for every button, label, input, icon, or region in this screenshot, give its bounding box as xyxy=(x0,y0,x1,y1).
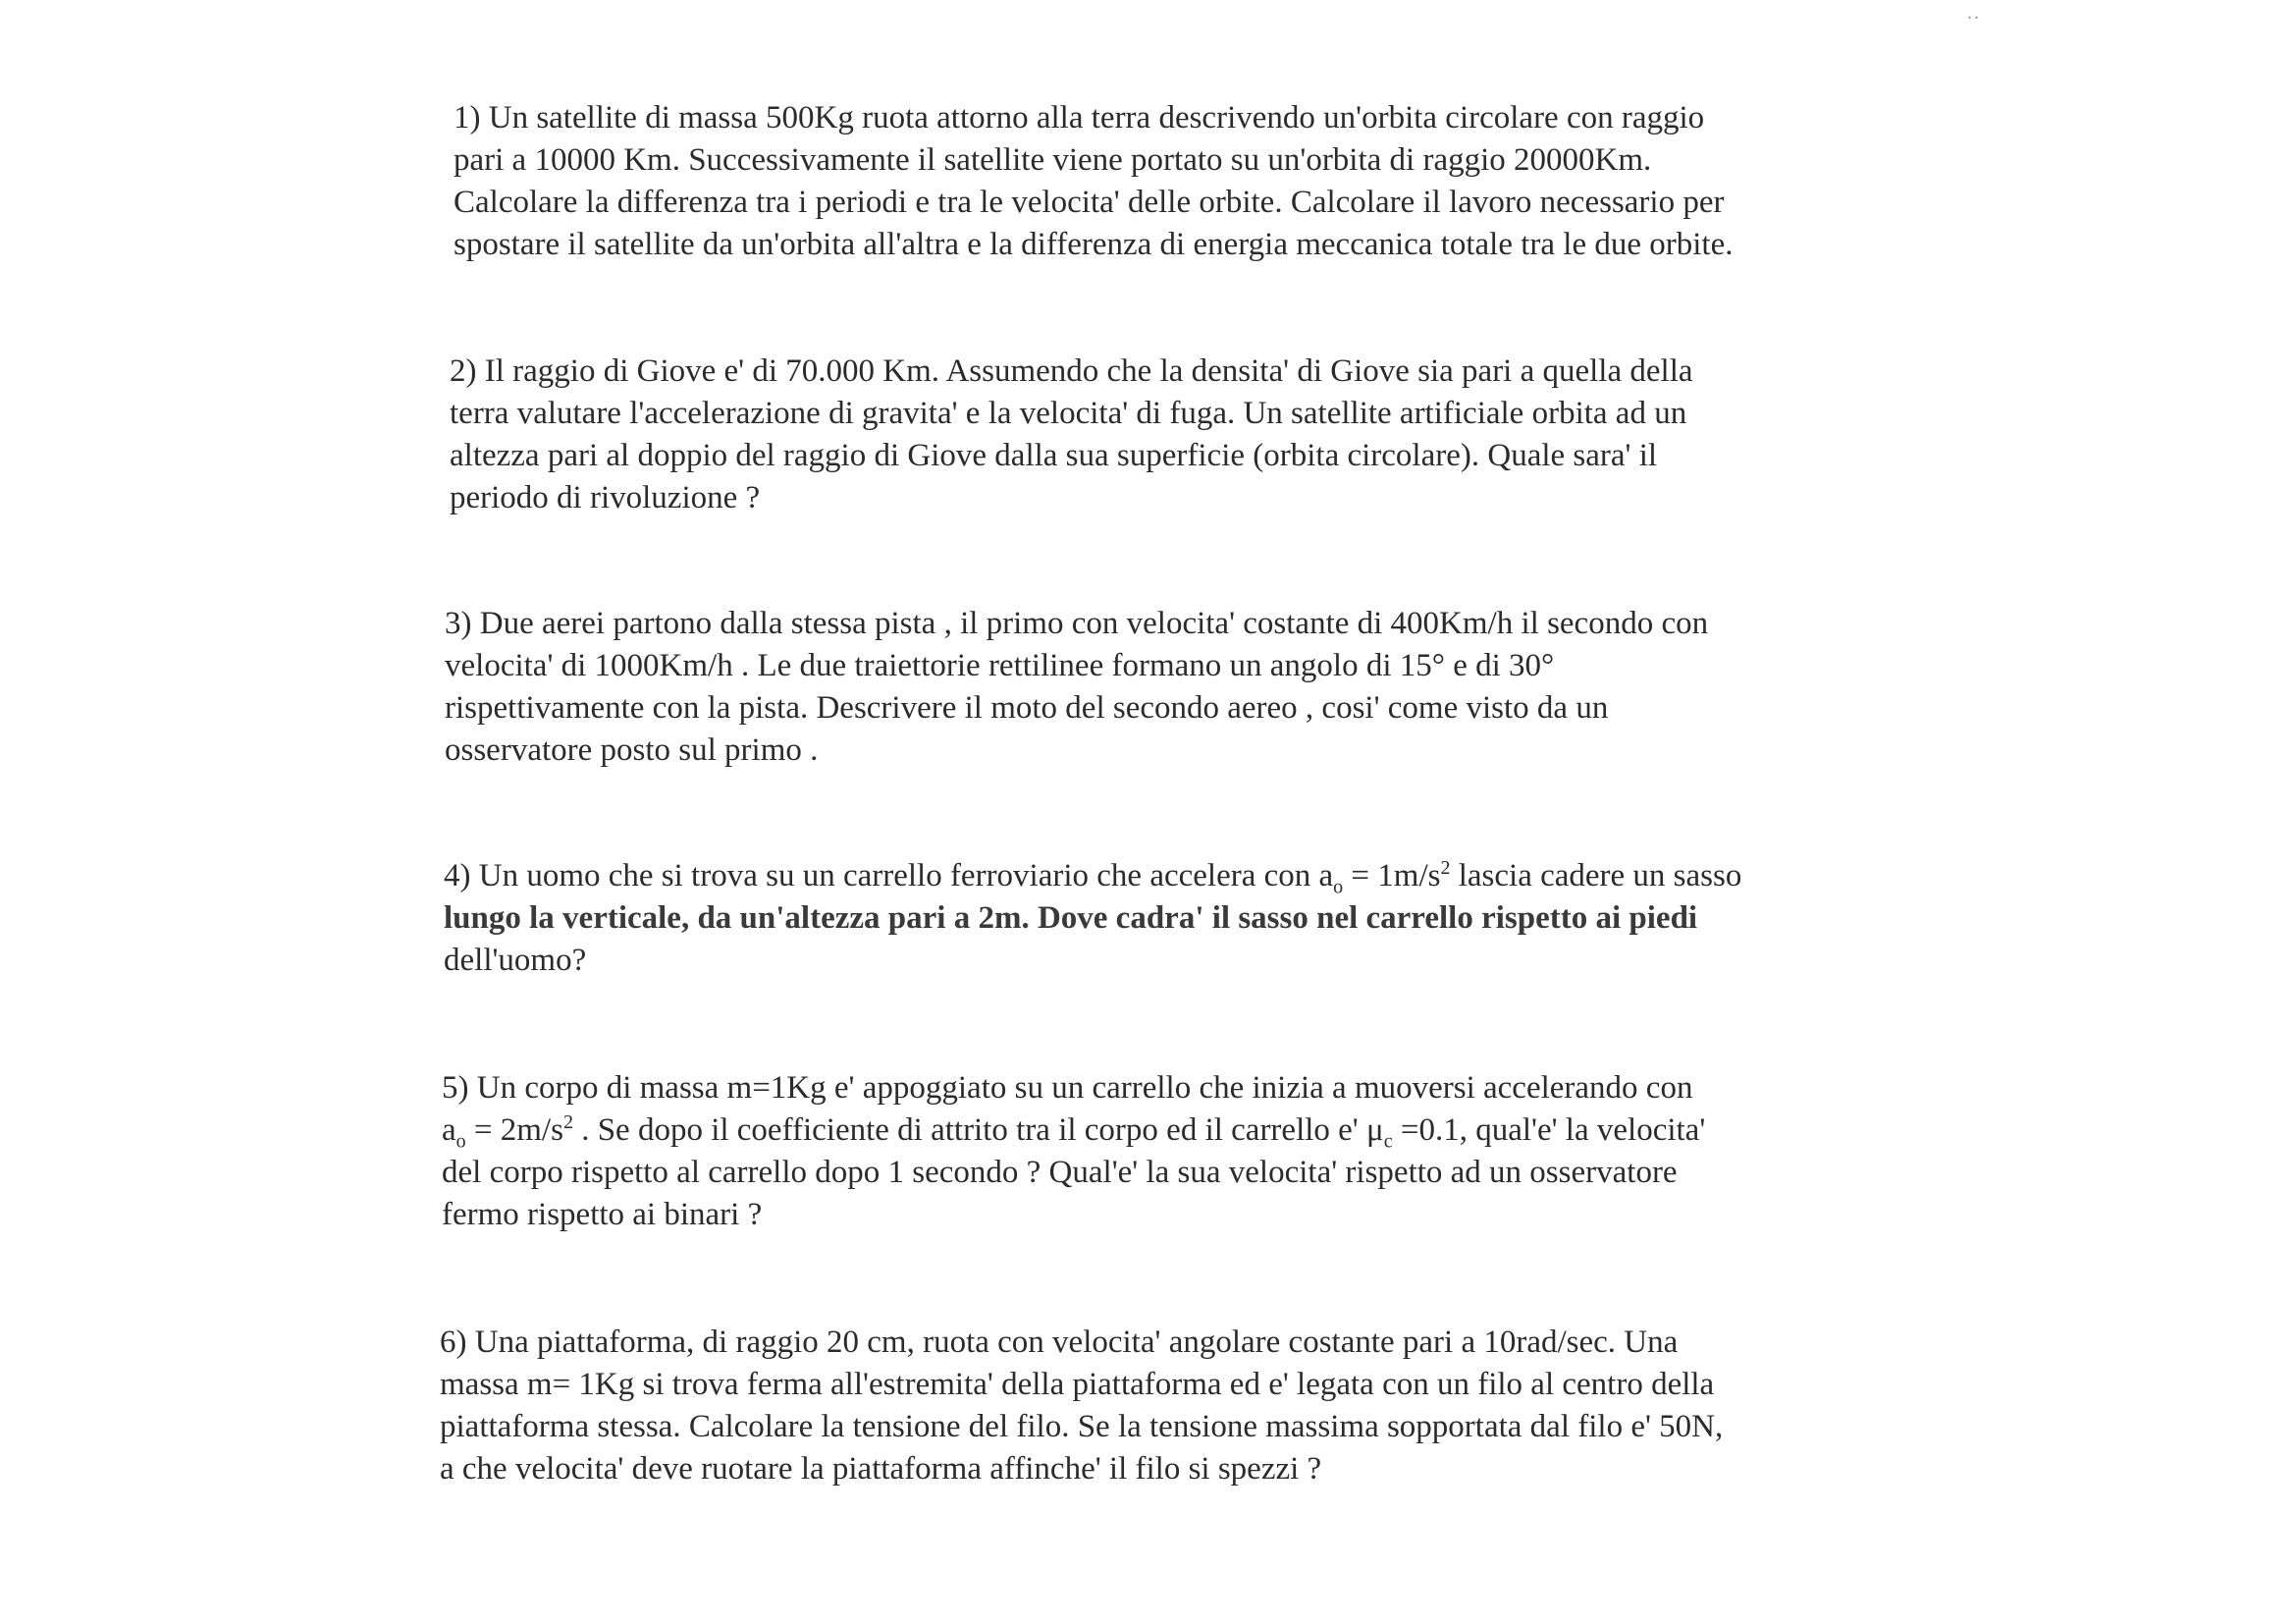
problem-2-line: periodo di rivoluzione ? xyxy=(450,480,761,515)
problem-4-text: lascia cadere un sasso xyxy=(1450,858,1742,893)
problem-2-line: terra valutare l'accelerazione di gravita' e la velocita' di fuga. Un satellite artificiale orbita ad un xyxy=(450,396,1687,431)
problem-6-line: piattaforma stessa. Calcolare la tensione del filo. Se la tensione massima sopportata dal filo e' 50N, xyxy=(440,1409,1724,1444)
problem-4-line xyxy=(444,855,1741,897)
problem-2 xyxy=(450,351,1693,519)
corner-mark: .. xyxy=(1967,2,1981,24)
problem-2-line: altezza pari al doppio del raggio di Giove dalla sua superficie (orbita circolare). Quale sara' il xyxy=(450,438,1658,473)
problem-3-line: velocita' di 1000Km/h . Le due traiettorie rettilinee formano un angolo di 15° e di 30° xyxy=(445,648,1555,683)
problem-5 xyxy=(442,1067,1705,1236)
problem-4 xyxy=(444,855,1741,982)
problem-5-text: = 2m/s xyxy=(465,1112,563,1148)
problem-3 xyxy=(445,603,1708,772)
problem-2-line: 2) Il raggio di Giove e' di 70.000 Km. Assumendo che la densita' di Giove sia pari a quella della xyxy=(450,353,1693,389)
superscript: 2 xyxy=(562,1111,573,1133)
problem-1-line: pari a 10000 Km. Successivamente il satellite viene portato su un'orbita di raggio 20000Km. xyxy=(454,142,1652,178)
problem-5-line xyxy=(442,1109,1705,1152)
problem-6-line: a che velocita' deve ruotare la piattaforma affinche' il filo si spezzi ? xyxy=(440,1451,1322,1487)
problem-5-text: . Se dopo il coefficiente di attrito tra il corpo ed il carrello e' μ xyxy=(572,1112,1384,1148)
superscript: 2 xyxy=(1440,857,1451,879)
problem-5-line: del corpo rispetto al carrello dopo 1 secondo ? Qual'e' la sua velocita' rispetto ad un osservatore xyxy=(442,1155,1678,1190)
problem-1-line: spostare il satellite da un'orbita all'altra e la differenza di energia meccanica totale tra le due orbite. xyxy=(454,227,1734,262)
problem-4-line: lungo la verticale, da un'altezza pari a 2m. Dove cadra' il sasso nel carrello rispetto ai piedi xyxy=(444,900,1698,936)
problem-1-line: 1) Un satellite di massa 500Kg ruota attorno alla terra descrivendo un'orbita circolare con raggio xyxy=(454,100,1705,135)
problem-6-line: massa m= 1Kg si trova ferma all'estremita' della piattaforma ed e' legata con un filo al centro della xyxy=(440,1367,1715,1402)
problem-5-line: fermo rispetto ai binari ? xyxy=(442,1197,763,1232)
problem-1 xyxy=(454,97,1733,266)
problem-4-text: = 1m/s xyxy=(1343,858,1441,893)
subscript: o xyxy=(455,1130,466,1153)
problem-6-line: 6) Una piattaforma, di raggio 20 cm, ruota con velocita' angolare costante pari a 10rad/sec. Una xyxy=(440,1325,1679,1360)
problem-5-text: =0.1, qual'e' la velocita' xyxy=(1392,1112,1706,1148)
problem-3-line: osservatore posto sul primo . xyxy=(445,732,819,768)
problem-4-line: dell'uomo? xyxy=(444,943,587,978)
problem-3-line: rispettivamente con la pista. Descrivere il moto del secondo aereo , cosi' come visto da un xyxy=(445,690,1609,726)
problem-4-text: 4) Un uomo che si trova su un carrello ferroviario che accelera con a xyxy=(444,858,1334,893)
problem-5-line: 5) Un corpo di massa m=1Kg e' appoggiato su un carrello che inizia a muoversi accelerando con xyxy=(442,1070,1693,1106)
subscript: o xyxy=(1333,876,1344,898)
problem-3-line: 3) Due aerei partono dalla stessa pista , il primo con velocita' costante di 400Km/h il secondo con xyxy=(445,606,1709,641)
problem-5-text: a xyxy=(442,1112,456,1148)
problem-1-line: Calcolare la differenza tra i periodi e tra le velocita' delle orbite. Calcolare il lavoro necessario per xyxy=(454,185,1725,220)
subscript: c xyxy=(1383,1130,1393,1153)
problem-6 xyxy=(440,1322,1723,1490)
